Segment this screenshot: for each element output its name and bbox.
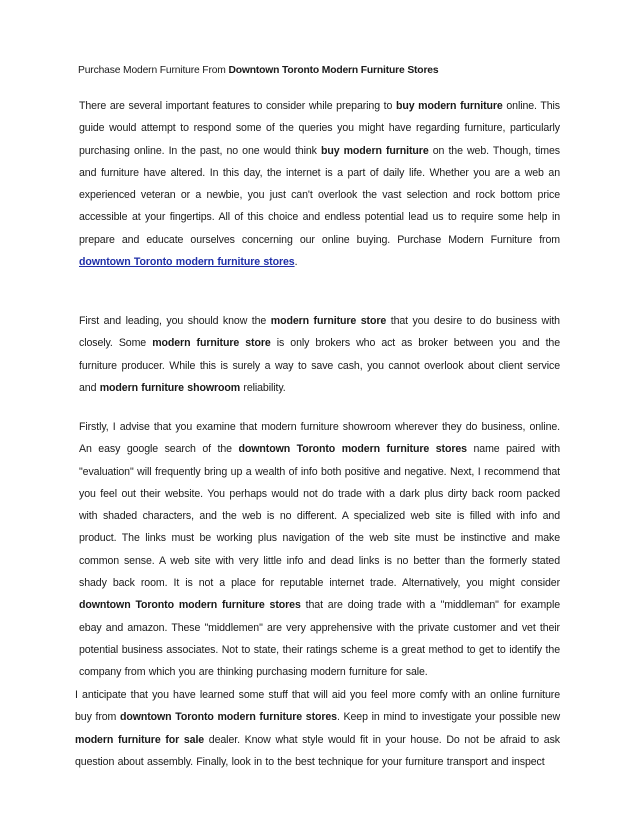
document-title: Purchase Modern Furniture From Downtown Toronto Modern Furniture Stores [78,65,439,76]
paragraph-1: There are several important features to consider while preparing to buy modern furniture online. This guide would attempt to respond some of the queries you might have regarding furniture, particularly purchasing online. In the past, no one would think buy modern furniture on the web. Though, times and furniture have altered. In this day, the internet is a part of daily life. Whether you are a web an experienced veteran or a newbie, you just can't overlook the vast selection and rock bottom price accessible at your fingertips. All of this choice and endless potential lead us to require some help in prepare and educate ourselves concerning our online buying. Purchase Modern Furniture from downtown Toronto modern furniture stores. [79,100,560,269]
paragraph-4: I anticipate that you have learned some stuff that will aid you feel more comfy with an online furniture buy from downtown Toronto modern furniture stores. Keep in mind to investigate your possible new modern furniture for sale dealer. Know what style would fit in your house. Do not be afraid to ask question about assembly. Finally, look in to the best technique for your furniture transport and inspect [75,689,560,768]
paragraph-2: First and leading, you should know the modern furniture store that you desire to do business with closely. Some modern furniture store is only brokers who act as broker between you and the furniture producer. While this is surely a way to save cash, you cannot overlook about client service and modern furniture showroom reliability. [79,315,560,394]
paragraph-3: Firstly, I advise that you examine that modern furniture showroom wherever they do business, online. An easy google search of the downtown Toronto modern furniture stores name paired with "evaluation" will frequently bring up a wealth of info both positive and negative. Next, I recommend that you feel out their website. You perhaps would not do trade with a dark plus dirty back room packed with shaded characters, and the web is no different. A specialized web site is filled with info and product. The links must be working plus navigation of the web site must be instinctive and make common sense. A web site with very little info and dead links is no better than the formerly stated shady back room. It is not a place for reputable internet trade. Alternatively, you might consider downtown Toronto modern furniture stores that are doing trade with a "middleman" for example ebay and amazon. These "middlemen" are very apprehensive with the private customer and vet their potential business associates. Not to state, their ratings scheme is a great method to get to identify the company from which you are thinking purchasing modern furniture for sale. [79,421,560,679]
downtown-toronto-link[interactable]: downtown Toronto modern furniture stores [79,256,295,269]
title-bold-text: Downtown Toronto Modern Furniture Stores [228,65,439,76]
